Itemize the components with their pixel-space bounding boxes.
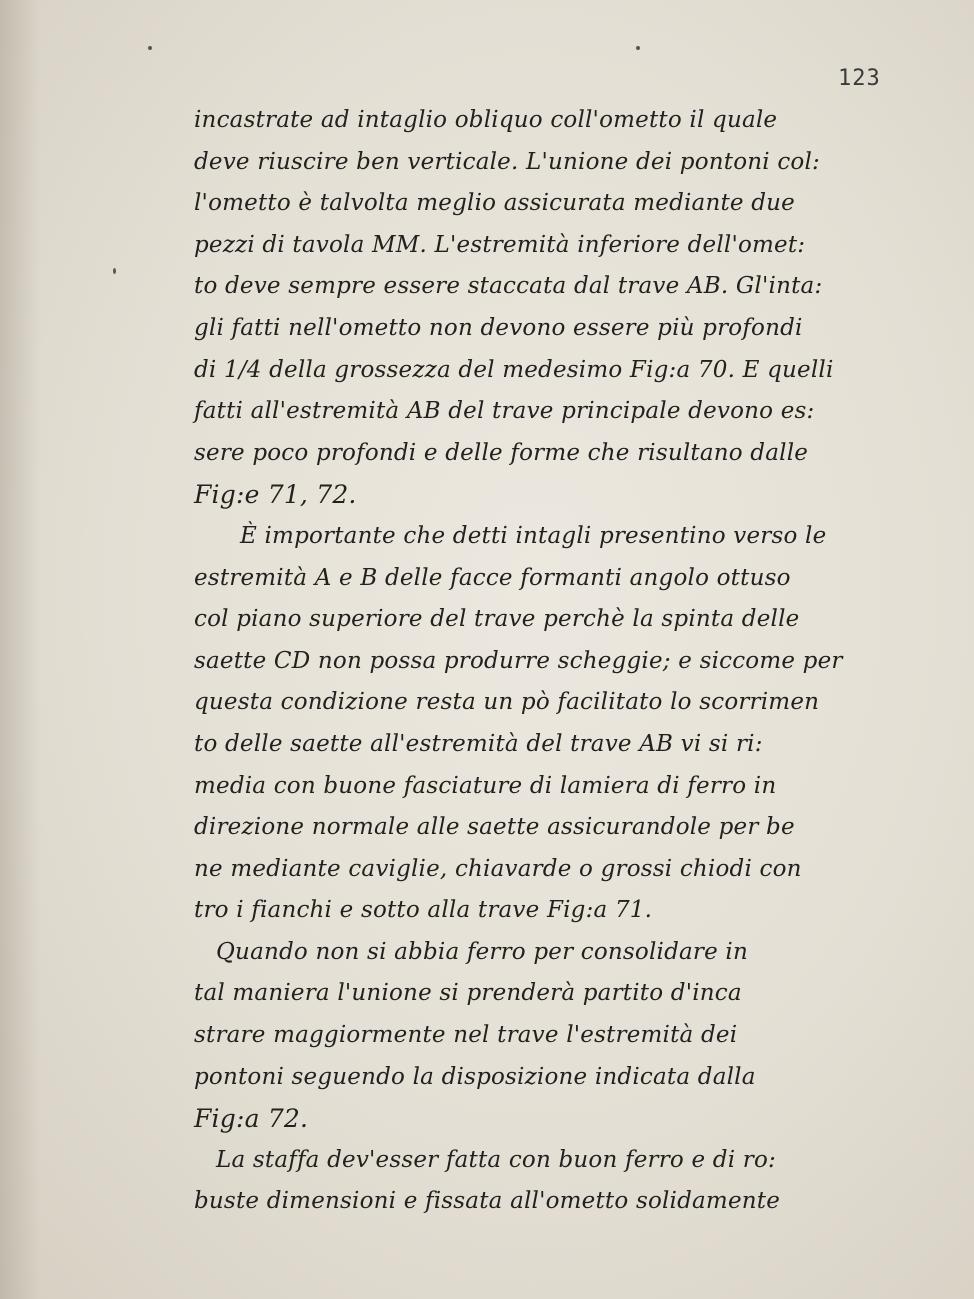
text-line: buste dimensioni e fissata all'ometto solidamente [194, 1188, 781, 1215]
page-number: 123 [838, 66, 881, 91]
paragraph-start-line: La staffa dev'esser fatta con buon ferro e di ro: [216, 1146, 776, 1173]
text-line: to deve sempre essere staccata dal trave AB. Gl'inta: [194, 273, 823, 300]
text-line: to delle saette all'estremità del trave AB vi si ri: [194, 730, 763, 757]
text-line: estremità A e B delle facce formanti angolo ottuso [194, 564, 791, 591]
text-line: l'ometto è talvolta meglio assicurata mediante due [194, 190, 795, 217]
page-edge-shadow [0, 0, 40, 1299]
text-line: di 1/4 della grossezza del medesimo Fig:a 70. E quelli [194, 356, 834, 383]
text-line: sere poco profondi e delle forme che risultano dalle [194, 439, 809, 466]
text-line: Fig:e 71, 72. [194, 480, 357, 510]
paragraph-start-line: È importante che detti intagli presentino verso le [240, 522, 827, 549]
text-line: questa condizione resta un pò facilitato lo scorrimen [194, 689, 820, 716]
ink-speck [113, 268, 116, 274]
ink-speck [148, 46, 152, 50]
text-line: col piano superiore del trave perchè la spinta delle [194, 606, 800, 633]
text-line: Fig:a 72. [194, 1104, 309, 1134]
text-line: direzione normale alle saette assicurandole per be [194, 814, 795, 841]
ink-speck [636, 46, 640, 50]
text-line: pontoni seguendo la disposizione indicata dalla [194, 1063, 756, 1090]
text-line: tro i fianchi e sotto alla trave Fig:a 71. [194, 897, 653, 924]
handwritten-text-block [194, 100, 894, 1223]
text-line: strare maggiormente nel trave l'estremità dei [194, 1022, 738, 1049]
text-line: media con buone fasciature di lamiera di ferro in [194, 772, 777, 799]
text-line: gli fatti nell'ometto non devono essere più profondi [194, 314, 803, 341]
text-line: tal maniera l'unione si prenderà partito d'inca [194, 980, 742, 1007]
text-line: incastrate ad intaglio obliquo coll'ometto il quale [194, 107, 778, 133]
text-line: fatti all'estremità AB del trave principale devono es: [194, 398, 815, 425]
text-line: ne mediante caviglie, chiavarde o grossi chiodi con [194, 855, 802, 882]
text-line: pezzi di tavola MM. L'estremità inferiore dell'omet: [194, 231, 806, 258]
text-line: deve riuscire ben verticale. L'unione dei pontoni col: [194, 148, 820, 175]
paragraph-start-line: Quando non si abbia ferro per consolidare in [216, 938, 749, 965]
text-line: saette CD non possa produrre scheggie; e siccome per [194, 647, 843, 674]
